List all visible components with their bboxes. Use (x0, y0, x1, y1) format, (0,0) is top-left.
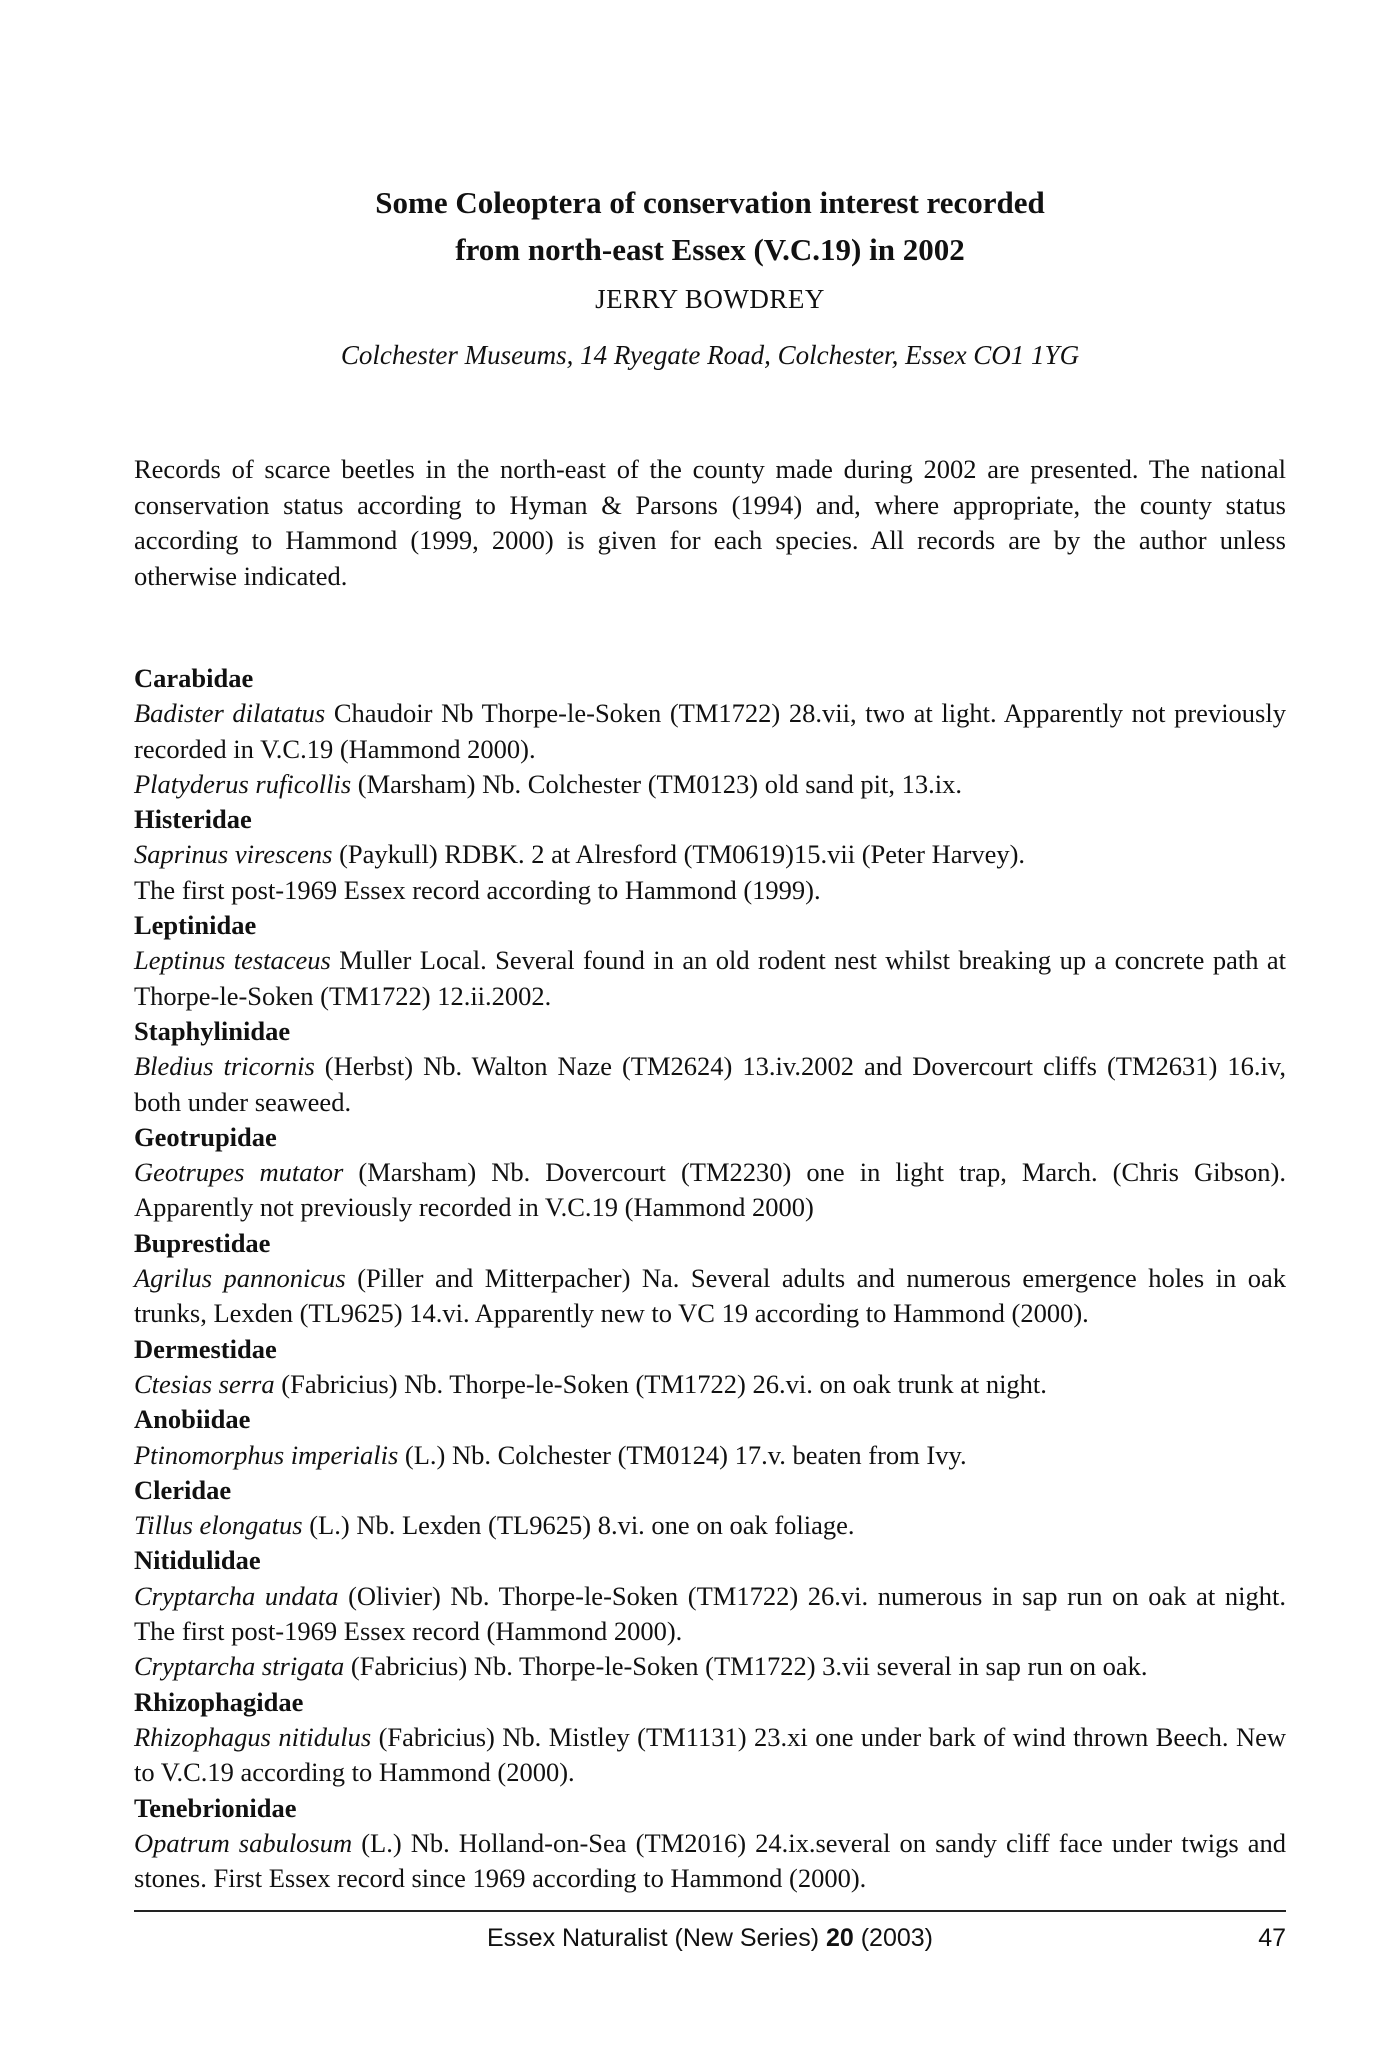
species-name: Ptinomorphus imperialis (134, 1439, 399, 1470)
species-record (134, 696, 1286, 767)
species-record (134, 1579, 1286, 1650)
family-section-histeridae (134, 802, 1286, 908)
species-record (134, 1826, 1286, 1897)
journal-page (134, 0, 1286, 2067)
species-name: Platyderus ruficollis (134, 768, 352, 799)
record-details: (L.) Nb. Colchester (TM0124) 17.v. beaten from Ivy. (398, 1439, 967, 1470)
species-name: Geotrupes mutator (134, 1157, 344, 1188)
species-record (134, 837, 1286, 872)
family-section-carabidae (134, 661, 1286, 802)
family-heading: Cleridae (134, 1474, 232, 1505)
author-affiliation: Colchester Museums, 14 Ryegate Road, Colchester, Essex CO1 1YG (340, 340, 1080, 370)
record-details: Muller Local. Several found in an old rodent nest whilst breaking up a concrete path at Thorpe-le-Soken (TM1722) 12.ii.2002. (134, 945, 1286, 1011)
species-record (134, 1720, 1286, 1791)
family-heading: Carabidae (134, 663, 254, 693)
family-section-tenebrionidae (134, 1791, 1286, 1897)
record-details: (Piller and Mitterpacher) Na. Several adults and numerous emergence holes in oak trunks, Lexden (TL9625) 14.vi. Apparently new to VC 19 according to Hammond (2000). (134, 1263, 1287, 1329)
family-heading: Nitidulidae (134, 1545, 261, 1576)
family-heading: Leptinidae (134, 910, 257, 941)
family-heading: Tenebrionidae (134, 1792, 297, 1823)
article-title-line-2: from north-east Essex (V.C.19) in 2002 (455, 231, 965, 267)
abstract: Records of scarce beetles in the north-east of the county made during 2002 are presented. The national conservation status according to Hyman & Parsons (1994) and, where appropriate, the county status according to Hammond (1999, 2000) is given for each species. All records are by the author unless otherwise indicated. (134, 454, 1286, 591)
species-records (134, 661, 1286, 1896)
record-details: (Fabricius) Nb. Mistley (TM1131) 23.xi one under bark of wind thrown Beech. New to V.C.19 according to Hammond (2000). (134, 1721, 1286, 1788)
family-heading: Anobiidae (134, 1404, 251, 1435)
family-heading: Dermestidae (134, 1333, 277, 1364)
species-name: Leptinus testaceus (134, 945, 331, 976)
species-record (134, 1367, 1286, 1402)
record-details: (Fabricius) Nb. Thorpe-le-Soken (TM1722) 26.vi. on oak trunk at night. (274, 1368, 1047, 1399)
article-title-line-1: Some Coleoptera of conservation interest recorded (375, 184, 1045, 220)
species-name: Cryptarcha strigata (134, 1651, 345, 1682)
species-name: Rhizophagus nitidulus (134, 1721, 372, 1752)
footer-year: (2003) (853, 1924, 933, 1952)
species-record (134, 1438, 1286, 1473)
record-details: (Olivier) Nb. Thorpe-le-Soken (TM1722) 26.vi. numerous in sap run on oak at night. The first post-1969 Essex record (Hammond 2000). (134, 1580, 1286, 1647)
species-name: Ctesias serra (134, 1368, 275, 1399)
record-details: (Marsham) Nb. Colchester (TM0123) old sand pit, 13.ix. (351, 768, 963, 799)
page-footer (134, 1920, 1286, 1956)
species-record (134, 1649, 1286, 1684)
family-heading: Histeridae (134, 804, 252, 835)
species-name: Bledius tricornis (134, 1051, 315, 1082)
species-name: Badister dilatatus (134, 698, 326, 729)
footer-rule (134, 1910, 1286, 1912)
family-section-buprestidae (134, 1226, 1286, 1332)
family-section-anobiidae (134, 1402, 1286, 1473)
record-note: The first post-1969 Essex record according to Hammond (1999). (134, 874, 821, 905)
record-details: (L.) Nb. Holland-on-Sea (TM2016) 24.ix.several on sandy cliff face under twigs and stones. First Essex record since 1969 according to Hammond (2000). (134, 1827, 1286, 1894)
species-record (134, 943, 1286, 1014)
record-details: (Herbst) Nb. Walton Naze (TM2624) 13.iv.2002 and Dovercourt cliffs (TM2631) 16.iv, both under seaweed. (134, 1051, 1287, 1117)
footer-journal-citation (134, 1920, 1286, 1956)
record-details: (Marsham) Nb. Dovercourt (TM2230) one in light trap, March. (Chris Gibson). Apparently not previously recorded in V.C.19 (Hammond 2000) (134, 1157, 1286, 1223)
family-section-leptinidae (134, 908, 1286, 1014)
species-record (134, 1049, 1286, 1120)
family-section-staphylinidae (134, 1014, 1286, 1120)
species-record (134, 767, 1286, 802)
record-details: (Paykull) RDBK. 2 at Alresford (TM0619)15.vii (Peter Harvey). (332, 839, 1026, 870)
family-section-cleridae (134, 1473, 1286, 1544)
species-record (134, 1508, 1286, 1543)
record-details: (L.) Nb. Lexden (TL9625) 8.vi. one on oak foliage. (302, 1510, 855, 1541)
record-details: Chaudoir Nb Thorpe-le-Soken (TM1722) 28.vii, two at light. Apparently not previously recorded in V.C.19 (Hammond 2000). (134, 698, 1286, 764)
species-name: Opatrum sabulosum (134, 1827, 353, 1858)
footer-volume-number: 20 (825, 1924, 854, 1952)
species-record (134, 1261, 1286, 1332)
species-name: Cryptarcha undata (134, 1580, 339, 1611)
species-name: Agrilus pannonicus (134, 1263, 346, 1294)
family-heading: Buprestidae (134, 1227, 271, 1258)
family-heading: Staphylinidae (134, 1015, 291, 1046)
family-heading: Geotrupidae (134, 1121, 277, 1152)
species-name: Tillus elongatus (134, 1510, 303, 1541)
page-number: 47 (1258, 1924, 1286, 1952)
species-name: Saprinus virescens (134, 839, 333, 870)
family-heading: Rhizophagidae (134, 1686, 304, 1717)
author-name: JERRY BOWDREY (595, 284, 825, 314)
family-section-dermestidae (134, 1332, 1286, 1403)
family-section-rhizophagidae (134, 1685, 1286, 1791)
record-details: (Fabricius) Nb. Thorpe-le-Soken (TM1722) 3.vii several in sap run on oak. (344, 1651, 1148, 1682)
species-record (134, 1155, 1286, 1226)
family-section-geotrupidae (134, 1120, 1286, 1226)
family-section-nitidulidae (134, 1543, 1286, 1684)
footer-journal-name: Essex Naturalist (New Series) (486, 1924, 826, 1952)
article-title (134, 179, 1286, 273)
